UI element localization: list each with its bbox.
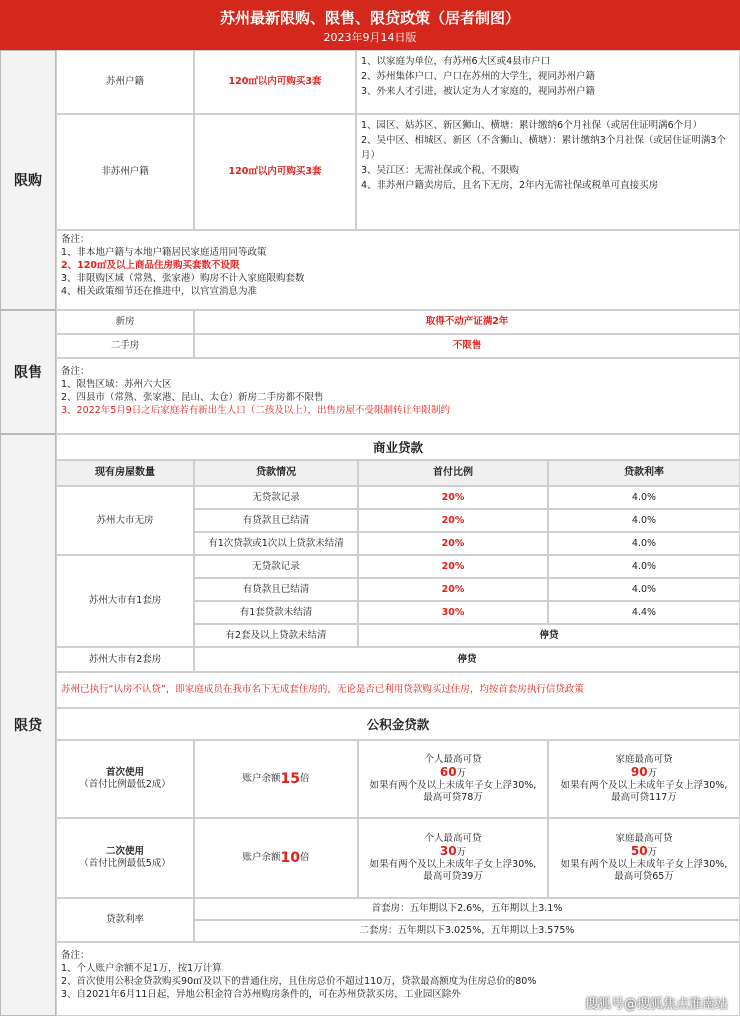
sale-type-new: 新房 xyxy=(56,310,194,334)
balance-prefix: 账户余额 xyxy=(242,852,281,863)
personal-max: 最高可贷78万 xyxy=(423,792,483,803)
note-line: 1、非本地户籍与本地户籍居民家庭适用同等政策 xyxy=(61,247,267,258)
personal-label: 个人最高可贷 xyxy=(424,833,482,844)
family-extra: 如果有两个及以上未成年子女上浮30%, xyxy=(560,859,728,870)
down-payment: 20% xyxy=(358,532,548,555)
balance-suffix: 倍 xyxy=(299,852,310,863)
personal-max: 最高可贷39万 xyxy=(423,871,483,882)
fund-first-personal xyxy=(358,740,548,818)
purchase-details-local xyxy=(356,50,740,114)
fund-first-label: 首次使用 xyxy=(105,767,144,778)
note-line-highlight: 3、2022年5月9日之后家庭若有新出生人口（二孩及以上），出售房屋不受限制转让年限制约 xyxy=(61,405,451,416)
personal-extra: 如果有两个及以上未成年子女上浮30%, xyxy=(369,780,537,791)
section-purchase xyxy=(0,50,56,310)
unit: 万 xyxy=(456,768,467,779)
personal-extra: 如果有两个及以上未成年子女上浮30%, xyxy=(369,859,537,870)
purchase-type-local: 苏州户籍 xyxy=(56,50,194,114)
col-header-loan-status: 贷款情况 xyxy=(194,460,358,486)
loan-condition: 无贷款记录 xyxy=(194,555,358,578)
personal-label: 个人最高可贷 xyxy=(424,754,482,765)
fund-second-balance xyxy=(194,818,358,898)
section-sale xyxy=(0,310,56,434)
group-no-house: 苏州大市无房 xyxy=(56,486,194,555)
detail-line: 1、园区、姑苏区、新区狮山、横塘：累计缴纳6个月社保（或居住证明满6个月） xyxy=(361,120,703,131)
section-sale-label: 限售 xyxy=(14,365,42,381)
loan-condition: 有1次贷款或1次以上贷款未结清 xyxy=(194,532,358,555)
sale-value-new: 取得不动产证满2年 xyxy=(194,310,740,334)
fund-second-label: 二次使用 xyxy=(105,846,144,857)
down-payment: 20% xyxy=(358,555,548,578)
note-line: 2、四县市（常熟、张家港、昆山、太仓）新房二手房都不限售 xyxy=(61,392,324,403)
down-payment: 20% xyxy=(358,578,548,601)
fund-loan-title: 公积金贷款 xyxy=(56,708,740,740)
fund-first-use xyxy=(56,740,194,818)
down-payment: 20% xyxy=(358,509,548,532)
detail-line: 3、吴江区：无需社保或个税、不限购 xyxy=(361,165,520,176)
family-max: 最高可贷117万 xyxy=(611,792,677,803)
loan-rate: 4.4% xyxy=(548,601,740,624)
family-amount: 50 xyxy=(630,844,648,858)
purchase-limit-local: 120㎡以内可购买3套 xyxy=(194,50,356,114)
sale-notes xyxy=(56,358,740,434)
down-payment: 30% xyxy=(358,601,548,624)
fund-second-use xyxy=(56,818,194,898)
group-two-houses: 苏州大市有2套房 xyxy=(56,647,194,672)
loan-condition: 有1套贷款未结清 xyxy=(194,601,358,624)
detail-line: 3、外来人才引进，被认定为人才家庭的，视同苏州户籍 xyxy=(361,86,596,97)
family-label: 家庭最高可贷 xyxy=(615,754,673,765)
fund-first-family xyxy=(548,740,740,818)
sale-value-used: 不限售 xyxy=(194,334,740,358)
purchase-notes xyxy=(56,230,740,310)
loan-condition: 有2套及以上贷款未结清 xyxy=(194,624,358,647)
section-loan xyxy=(0,434,56,1016)
loan-suspended: 停贷 xyxy=(194,647,740,672)
recognize-house-note: 苏州已执行“认房不认贷”，即家庭成员在我市名下无成套住房的，无论是否已利用贷款购买过住房，均按首套房执行信贷政策 xyxy=(56,672,740,708)
personal-amount: 60 xyxy=(439,765,457,779)
header-banner xyxy=(0,0,740,50)
family-label: 家庭最高可贷 xyxy=(615,833,673,844)
fund-second-personal xyxy=(358,818,548,898)
note-line: 备注： xyxy=(61,950,90,961)
detail-line: 1、以家庭为单位，有苏州6大区或4县市户口 xyxy=(361,56,551,67)
personal-amount: 30 xyxy=(439,844,457,858)
purchase-details-nonlocal xyxy=(356,114,740,230)
note-line: 1、个人账户余额不足1万，按1万计算 xyxy=(61,963,222,974)
balance-suffix: 倍 xyxy=(299,773,310,784)
loan-rate: 4.0% xyxy=(548,578,740,601)
balance-multiple: 10 xyxy=(280,850,300,866)
sale-type-used: 二手房 xyxy=(56,334,194,358)
balance-prefix: 账户余额 xyxy=(242,773,281,784)
loan-condition: 无贷款记录 xyxy=(194,486,358,509)
loan-condition: 有贷款且已结清 xyxy=(194,509,358,532)
fund-second-sub: （首付比例最低5成） xyxy=(79,858,171,869)
purchase-type-nonlocal: 非苏州户籍 xyxy=(56,114,194,230)
commercial-loan-title: 商业贷款 xyxy=(56,434,740,460)
detail-line: 4、非苏州户籍卖房后，且名下无房，2年内无需社保或税单可直接买房 xyxy=(361,180,659,191)
loan-rate: 4.0% xyxy=(548,486,740,509)
loan-rate: 4.0% xyxy=(548,532,740,555)
note-line: 4、相关政策细节还在推进中，以官宣消息为准 xyxy=(61,286,258,297)
down-payment: 20% xyxy=(358,486,548,509)
group-one-house: 苏州大市有1套房 xyxy=(56,555,194,647)
col-header-houses: 现有房屋数量 xyxy=(56,460,194,486)
section-loan-label: 限贷 xyxy=(14,718,42,734)
family-max: 最高可贷65万 xyxy=(614,871,674,882)
unit: 万 xyxy=(456,847,467,858)
note-line: 备注： xyxy=(61,366,90,377)
loan-condition: 有贷款且已结清 xyxy=(194,578,358,601)
detail-line: 2、吴中区、相城区、新区（不含狮山、横塘）：累计缴纳3个月社保（或居住证明满3个月） xyxy=(361,135,726,161)
fund-rate-first: 首套房：五年期以下2.6%，五年期以上3.1% xyxy=(194,898,740,920)
col-header-rate: 贷款利率 xyxy=(548,460,740,486)
note-line: 1、限售区域：苏州六大区 xyxy=(61,379,172,390)
loan-rate: 4.0% xyxy=(548,509,740,532)
version-date: 2023年9月14日版 xyxy=(323,31,417,44)
fund-second-family xyxy=(548,818,740,898)
loan-suspended: 停贷 xyxy=(358,624,740,647)
note-line: 备注： xyxy=(61,234,90,245)
unit: 万 xyxy=(647,847,658,858)
note-line: 2、首次使用公积金贷款购买90㎡及以下的普通住房，且住房总价不超过110万，贷款最高额度为住房总价的80% xyxy=(61,976,537,987)
watermark: 搜狐号@搜狐焦点淮南站 xyxy=(584,997,728,1012)
note-line: 3、非限购区域（常熟、张家港）购房不计入家庭限购套数 xyxy=(61,273,305,284)
fund-rate-second: 二套房：五年期以下3.025%，五年期以上3.575% xyxy=(194,920,740,942)
fund-first-balance xyxy=(194,740,358,818)
family-amount: 90 xyxy=(630,765,648,779)
balance-multiple: 15 xyxy=(280,771,300,787)
purchase-limit-nonlocal: 120㎡以内可购买3套 xyxy=(194,114,356,230)
fund-first-sub: （首付比例最低2成） xyxy=(79,779,171,790)
note-line-highlight: 2、120㎡及以上商品住房购买套数不设限 xyxy=(61,260,240,271)
section-purchase-label: 限购 xyxy=(14,173,42,189)
family-extra: 如果有两个及以上未成年子女上浮30%, xyxy=(560,780,728,791)
detail-line: 2、苏州集体户口、户口在苏州的大学生，视同苏州户籍 xyxy=(361,71,596,82)
note-line: 3、自2021年6月11日起，异地公积金符合苏州购房条件的，可在苏州贷款买房，工业园区除外 xyxy=(61,989,461,1000)
loan-rate: 4.0% xyxy=(548,555,740,578)
col-header-down-payment: 首付比例 xyxy=(358,460,548,486)
page-title: 苏州最新限购、限售、限贷政策（居者制图） xyxy=(219,9,520,27)
fund-rate-label: 贷款利率 xyxy=(56,898,194,942)
unit: 万 xyxy=(647,768,658,779)
